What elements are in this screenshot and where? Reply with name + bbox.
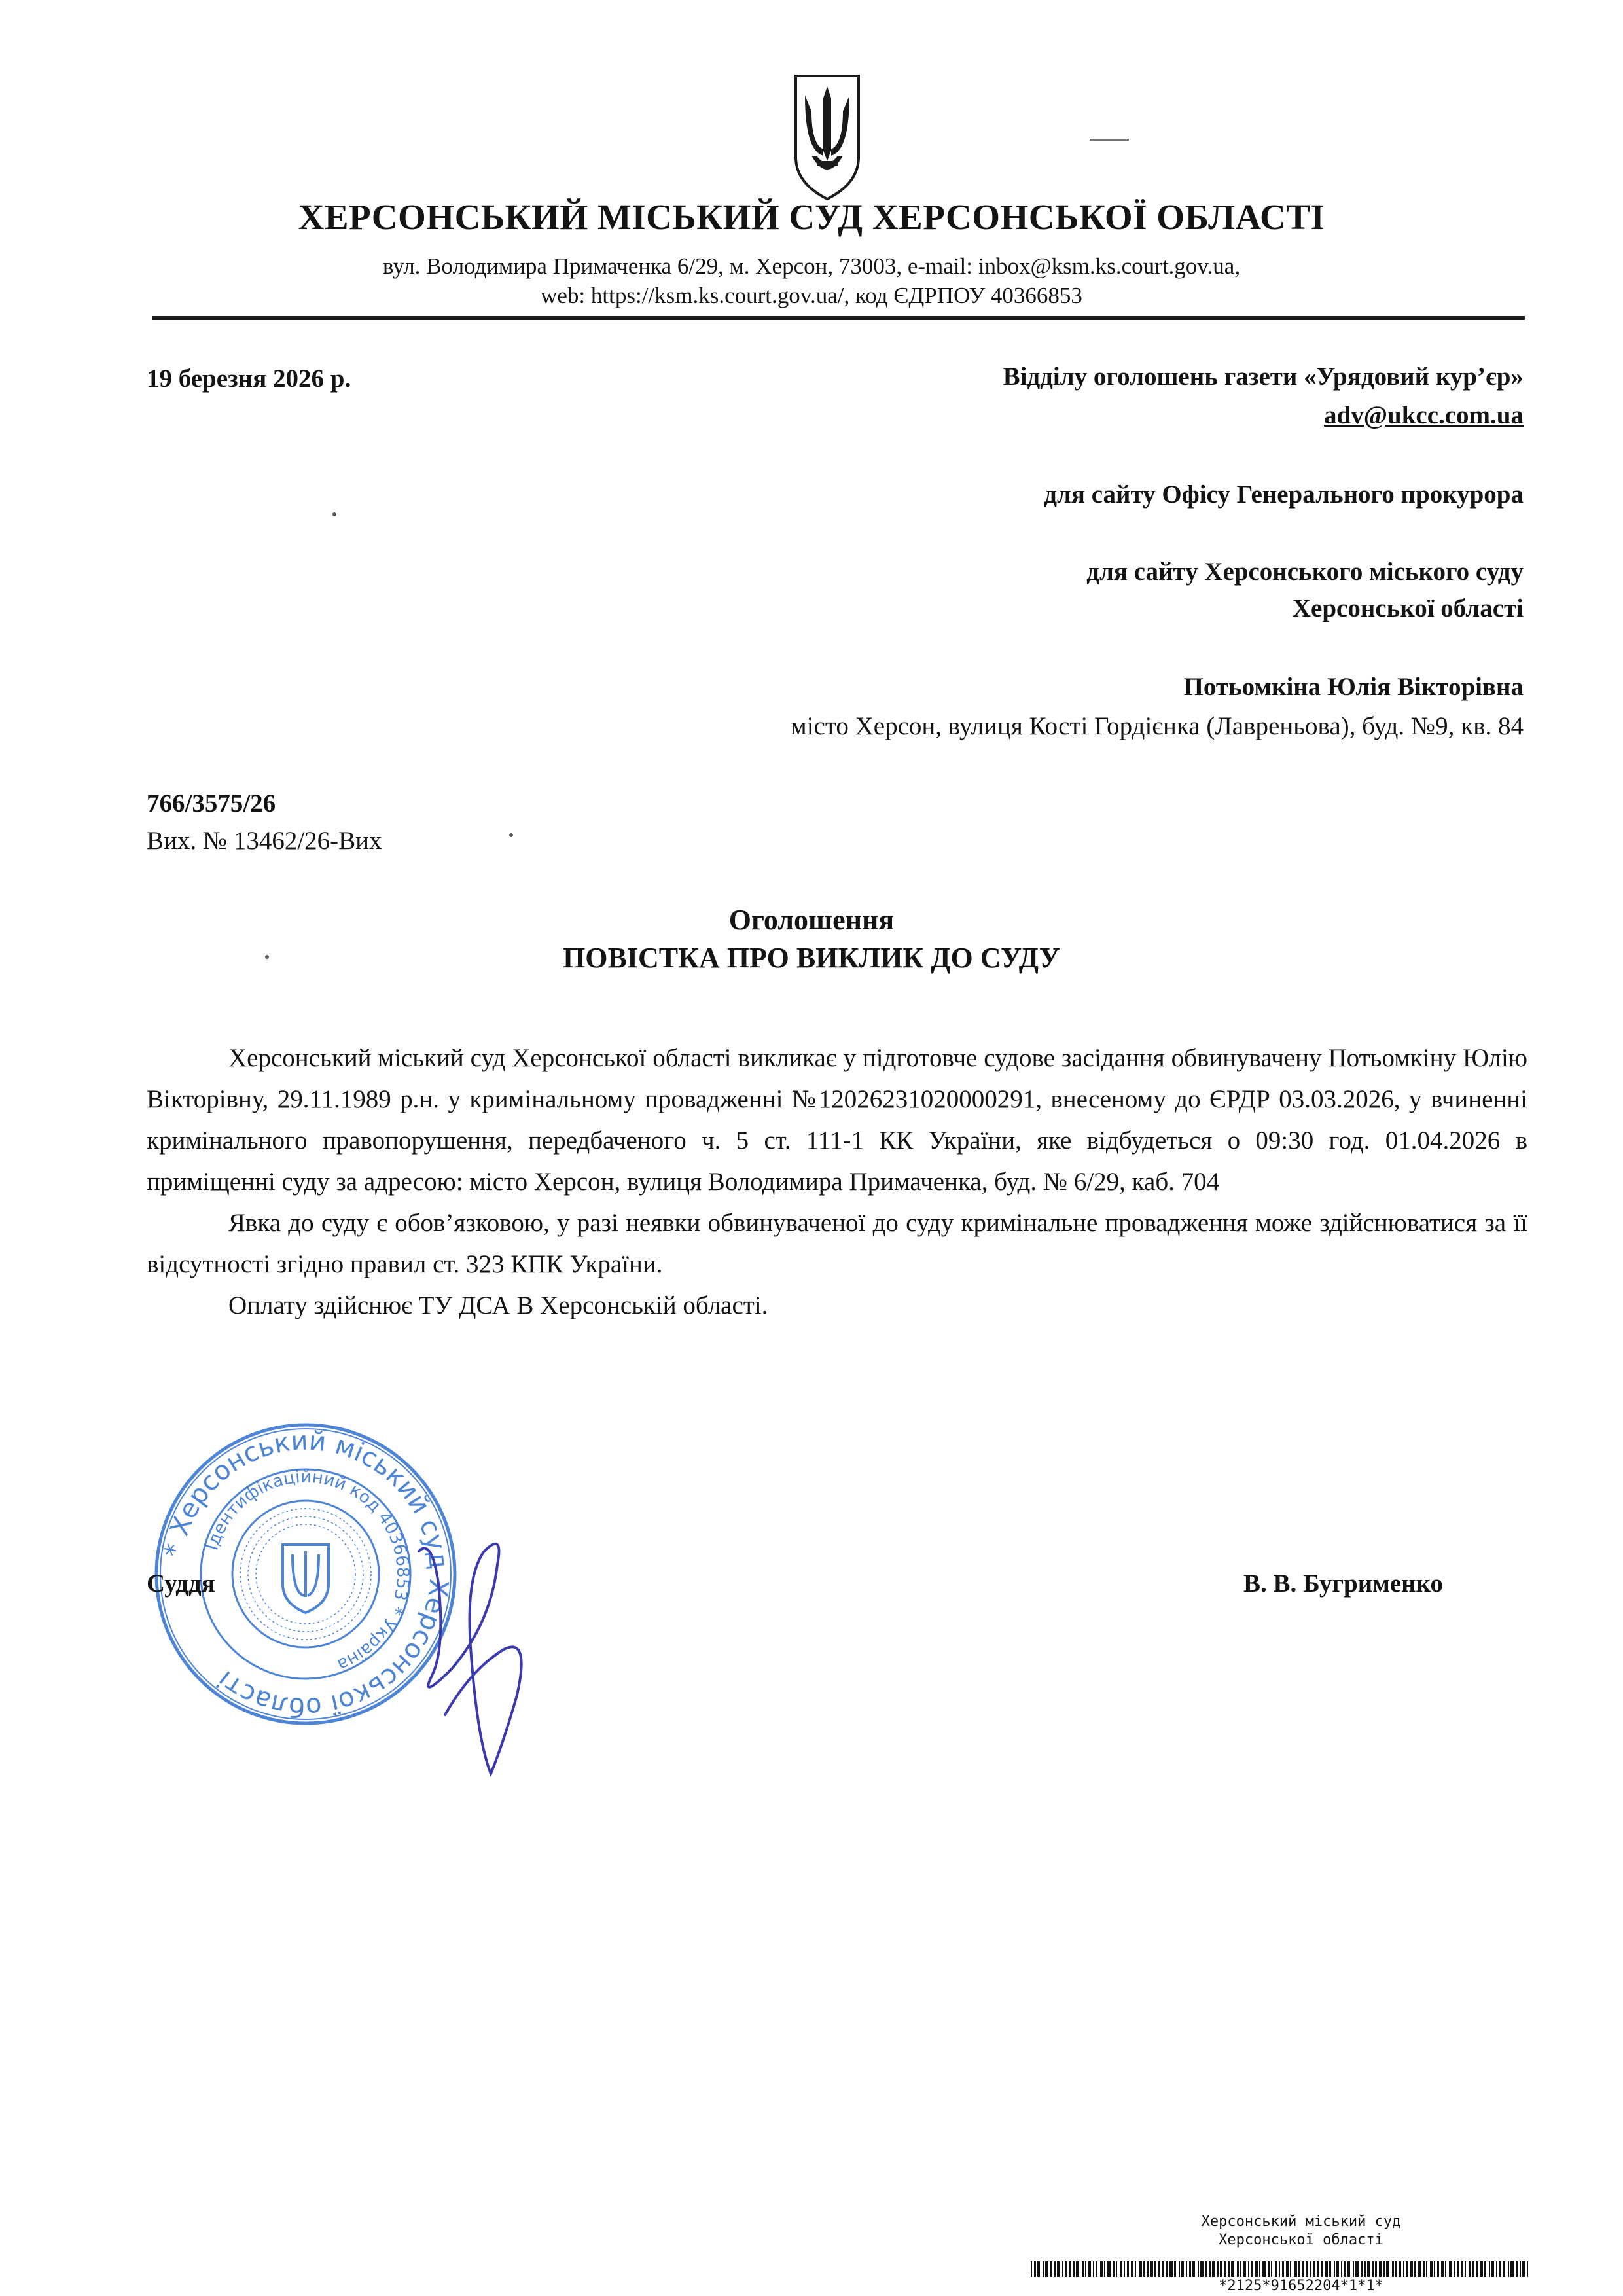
barcode-bar bbox=[1147, 2261, 1149, 2277]
barcode-bar bbox=[1076, 2261, 1079, 2277]
scan-mark bbox=[1090, 139, 1129, 141]
barcode-bar bbox=[1100, 2261, 1103, 2277]
barcode-bar bbox=[1124, 2261, 1125, 2277]
barcode-bar bbox=[1317, 2261, 1319, 2277]
recipient-defendant-address: місто Херсон, вулиця Кості Гордієнка (Лавреньова), буд. №9, кв. 84 bbox=[791, 712, 1524, 740]
barcode-bar bbox=[1174, 2261, 1176, 2277]
document-subtitle: ПОВІСТКА ПРО ВИКЛИК ДО СУДУ bbox=[563, 942, 1060, 974]
barcode-bar bbox=[1054, 2261, 1056, 2277]
court-address-line1: вул. Володимира Примаченка 6/29, м. Херсон, 73003, e-mail: inbox@ksm.ks.court.gov.ua, bbox=[382, 253, 1241, 279]
barcode-bar bbox=[1410, 2261, 1413, 2277]
recipient-court-site-line1: для сайту Херсонського міського суду bbox=[1086, 558, 1524, 586]
barcode-bar bbox=[1169, 2261, 1173, 2277]
barcode-bar bbox=[1367, 2261, 1370, 2277]
barcode-bar bbox=[1205, 2261, 1207, 2277]
barcode-bar bbox=[1418, 2261, 1421, 2277]
barcode-bar bbox=[1386, 2261, 1389, 2277]
barcode-bar bbox=[1449, 2261, 1452, 2277]
barcode-bar bbox=[1454, 2261, 1455, 2277]
barcode-bar bbox=[1441, 2261, 1444, 2277]
barcode-bar bbox=[1336, 2261, 1339, 2277]
barcode-bar bbox=[1179, 2261, 1180, 2277]
seal-outer-text: * Херсонський міський суд Херсонської області bbox=[158, 1426, 454, 1723]
barcode-bar bbox=[1268, 2261, 1270, 2277]
barcode-bar bbox=[1031, 2261, 1032, 2277]
barcode-bar bbox=[1489, 2261, 1490, 2277]
recipient-court-site-line2: Херсонської області bbox=[1292, 594, 1524, 622]
recipient-prosecutor: для сайту Офісу Генерального прокурора bbox=[1044, 480, 1524, 509]
barcode-bar bbox=[1375, 2261, 1377, 2277]
barcode-bar bbox=[1372, 2261, 1374, 2277]
barcode-bar bbox=[1341, 2261, 1342, 2277]
barcode-bar bbox=[1465, 2261, 1466, 2277]
barcode-bar bbox=[1302, 2261, 1304, 2277]
footer-court-line1: Херсонський міський суд bbox=[1201, 2214, 1401, 2230]
barcode-bar bbox=[1282, 2261, 1284, 2277]
barcode-bar bbox=[1127, 2261, 1129, 2277]
barcode-bar bbox=[1313, 2261, 1315, 2277]
barcode-bar bbox=[1347, 2261, 1350, 2277]
barcode-bar bbox=[1406, 2261, 1408, 2277]
barcode-bar bbox=[1520, 2261, 1521, 2277]
barcode-bar bbox=[1255, 2261, 1258, 2277]
barcode-bar bbox=[1189, 2261, 1191, 2277]
barcode-bar bbox=[1107, 2261, 1111, 2277]
barcode-bar bbox=[1043, 2261, 1044, 2277]
barcode-bar bbox=[1231, 2261, 1234, 2277]
barcode-bar bbox=[1510, 2261, 1514, 2277]
barcode-bar bbox=[1353, 2261, 1354, 2277]
barcode-bar bbox=[1395, 2261, 1397, 2277]
court-name: ХЕРСОНСЬКИЙ МІСЬКИЙ СУД ХЕРСОНСЬКОЇ ОБЛАСТІ bbox=[298, 197, 1325, 237]
barcode-bar bbox=[1325, 2261, 1328, 2277]
barcode-bar bbox=[1069, 2261, 1071, 2277]
scan-speck bbox=[332, 512, 336, 516]
document-body bbox=[147, 1037, 1527, 1326]
barcode-bar bbox=[1275, 2261, 1277, 2277]
barcode-bar bbox=[1491, 2261, 1494, 2277]
barcode-bar bbox=[1290, 2261, 1291, 2277]
barcode-bar bbox=[1200, 2261, 1204, 2277]
barcode-bar bbox=[1457, 2261, 1459, 2277]
outgoing-number: Вих. № 13462/26-Вих bbox=[147, 827, 382, 855]
barcode-bar bbox=[1496, 2261, 1497, 2277]
barcode-bar bbox=[1181, 2261, 1184, 2277]
barcode-bar bbox=[1243, 2261, 1246, 2277]
barcode-bar bbox=[1379, 2261, 1382, 2277]
barcode-bar bbox=[1476, 2261, 1478, 2277]
barcode-bar bbox=[1085, 2261, 1086, 2277]
barcode-bar bbox=[1209, 2261, 1211, 2277]
barcode-bar bbox=[1062, 2261, 1063, 2277]
court-address-line2: web: https://ksm.ks.court.gov.ua/, код ЄДРПОУ 40366853 bbox=[541, 283, 1082, 308]
barcode-bar bbox=[1361, 2261, 1363, 2277]
barcode-bar bbox=[1224, 2261, 1226, 2277]
barcode-bar bbox=[1220, 2261, 1222, 2277]
barcode-bar bbox=[1065, 2261, 1067, 2277]
barcode-bar bbox=[1198, 2261, 1199, 2277]
barcode-bar bbox=[1154, 2261, 1156, 2277]
barcode-bar bbox=[1461, 2261, 1463, 2277]
barcode bbox=[1031, 2261, 1528, 2277]
barcode-bar bbox=[1306, 2261, 1308, 2277]
barcode-bar bbox=[1073, 2261, 1075, 2277]
barcode-bar bbox=[1131, 2261, 1133, 2277]
barcode-bar bbox=[1508, 2261, 1509, 2277]
barcode-bar bbox=[1158, 2261, 1160, 2277]
barcode-bar bbox=[1430, 2261, 1433, 2277]
scan-speck bbox=[509, 833, 513, 837]
barcode-bar bbox=[1096, 2261, 1097, 2277]
barcode-bar bbox=[1135, 2261, 1136, 2277]
barcode-bar bbox=[1192, 2261, 1195, 2277]
svg-text:Ідентифікаційний код 40366853 bbox=[202, 1467, 412, 1674]
barcode-bar bbox=[1310, 2261, 1311, 2277]
barcode-bar bbox=[1503, 2261, 1505, 2277]
barcode-bar bbox=[1329, 2261, 1331, 2277]
barcode-bar bbox=[1298, 2261, 1300, 2277]
barcode-bar bbox=[1344, 2261, 1346, 2277]
barcode-bar bbox=[1423, 2261, 1425, 2277]
barcode-bar bbox=[1186, 2261, 1187, 2277]
barcode-bar bbox=[1104, 2261, 1105, 2277]
barcode-bar bbox=[1045, 2261, 1048, 2277]
recipient-newspaper: Відділу оголошень газети «Урядовий кур’єр» bbox=[1003, 363, 1524, 391]
case-number: 766/3575/26 bbox=[147, 789, 276, 817]
signature-role: Суддя bbox=[147, 1570, 215, 1598]
barcode-bar bbox=[1113, 2261, 1115, 2277]
coat-of-arms-icon bbox=[791, 72, 864, 203]
barcode-bar bbox=[1120, 2261, 1122, 2277]
recipient-defendant-name: Потьомкіна Юлія Вікторівна bbox=[1183, 673, 1524, 701]
barcode-bar bbox=[1527, 2261, 1528, 2277]
barcode-bar bbox=[1057, 2261, 1060, 2277]
barcode-bar bbox=[1355, 2261, 1359, 2277]
barcode-bar bbox=[1237, 2261, 1239, 2277]
barcode-text: *2125*91652204*1*1* bbox=[1219, 2278, 1383, 2294]
barcode-bar bbox=[1522, 2261, 1525, 2277]
barcode-bar bbox=[1259, 2261, 1260, 2277]
barcode-bar bbox=[1480, 2261, 1483, 2277]
barcode-bar bbox=[1251, 2261, 1253, 2277]
barcode-bar bbox=[1484, 2261, 1486, 2277]
barcode-bar bbox=[1499, 2261, 1501, 2277]
barcode-bar bbox=[1286, 2261, 1289, 2277]
barcode-bar bbox=[1383, 2261, 1385, 2277]
document-title: Оголошення bbox=[728, 904, 895, 936]
barcode-bar bbox=[1445, 2261, 1446, 2277]
barcode-bar bbox=[1217, 2261, 1219, 2277]
barcode-bar bbox=[1116, 2261, 1117, 2277]
barcode-bar bbox=[1050, 2261, 1052, 2277]
barcode-bar bbox=[1334, 2261, 1335, 2277]
barcode-bar bbox=[1150, 2261, 1153, 2277]
barcode-bar bbox=[1279, 2261, 1280, 2277]
barcode-bar bbox=[1228, 2261, 1230, 2277]
body-paragraph-summons: Херсонський міський суд Херсонської області викликає у підготовче судове засідання обвинувачену Потьомкіну Юлію Вікторівну, 29.11.1989 р.н. у кримінальному провадженні №12026231020000291, внесеному до ЄРДР 03.03.2026, у вчиненні кримінального правопорушення, передбаченого ч. 5 ст. 111-1 КК України, яке відбудеться о 09:30 год. 01.04.2026 в приміщенні суду за адресою: місто Херсон, вулиця Володимира Примаченка, буд. № 6/29, каб. 704 bbox=[147, 1044, 1527, 1196]
barcode-bar bbox=[1162, 2261, 1164, 2277]
barcode-bar bbox=[1034, 2261, 1036, 2277]
barcode-bar bbox=[1088, 2261, 1091, 2277]
barcode-bar bbox=[1271, 2261, 1272, 2277]
barcode-bar bbox=[1437, 2261, 1439, 2277]
barcode-bar bbox=[1472, 2261, 1474, 2277]
barcode-bar bbox=[1321, 2261, 1323, 2277]
barcode-bar bbox=[1143, 2261, 1145, 2277]
handwritten-signature bbox=[393, 1525, 537, 1780]
barcode-bar bbox=[1399, 2261, 1401, 2277]
barcode-bar bbox=[1414, 2261, 1416, 2277]
seal-inner-text: Ідентифікаційний код 40366853 * Україна bbox=[202, 1467, 413, 1675]
barcode-bar bbox=[1262, 2261, 1266, 2277]
barcode-bar bbox=[1364, 2261, 1366, 2277]
barcode-bar bbox=[1139, 2261, 1142, 2277]
barcode-bar bbox=[1240, 2261, 1241, 2277]
barcode-bar bbox=[1037, 2261, 1040, 2277]
barcode-bar bbox=[1248, 2261, 1249, 2277]
barcode-bar bbox=[1166, 2261, 1168, 2277]
barcode-bar bbox=[1212, 2261, 1215, 2277]
footer-court-line2: Херсонської області bbox=[1219, 2232, 1383, 2248]
barcode-bar bbox=[1392, 2261, 1394, 2277]
body-paragraph-payment: Оплату здійснює ТУ ДСА В Херсонській області. bbox=[228, 1291, 768, 1319]
barcode-bar bbox=[1469, 2261, 1471, 2277]
barcode-bar bbox=[1082, 2261, 1084, 2277]
body-paragraph-attendance: Явка до суду є обов’язковою, у разі неявки обвинуваченої до суду кримінальне провадження може здійснюватися за її відсутності згідно правил ст. 323 КПК України. bbox=[147, 1209, 1527, 1278]
signature-name: В. В. Бугрименко bbox=[1243, 1570, 1444, 1598]
barcode-bar bbox=[1434, 2261, 1435, 2277]
recipient-newspaper-email[interactable]: adv@ukcc.com.ua bbox=[1324, 401, 1524, 429]
document-date: 19 березня 2026 р. bbox=[147, 365, 351, 393]
barcode-bar bbox=[1093, 2261, 1094, 2277]
barcode-bar bbox=[1426, 2261, 1427, 2277]
header-divider bbox=[152, 316, 1525, 320]
barcode-bar bbox=[1516, 2261, 1518, 2277]
barcode-bar bbox=[1403, 2261, 1404, 2277]
barcode-bar bbox=[1294, 2261, 1297, 2277]
